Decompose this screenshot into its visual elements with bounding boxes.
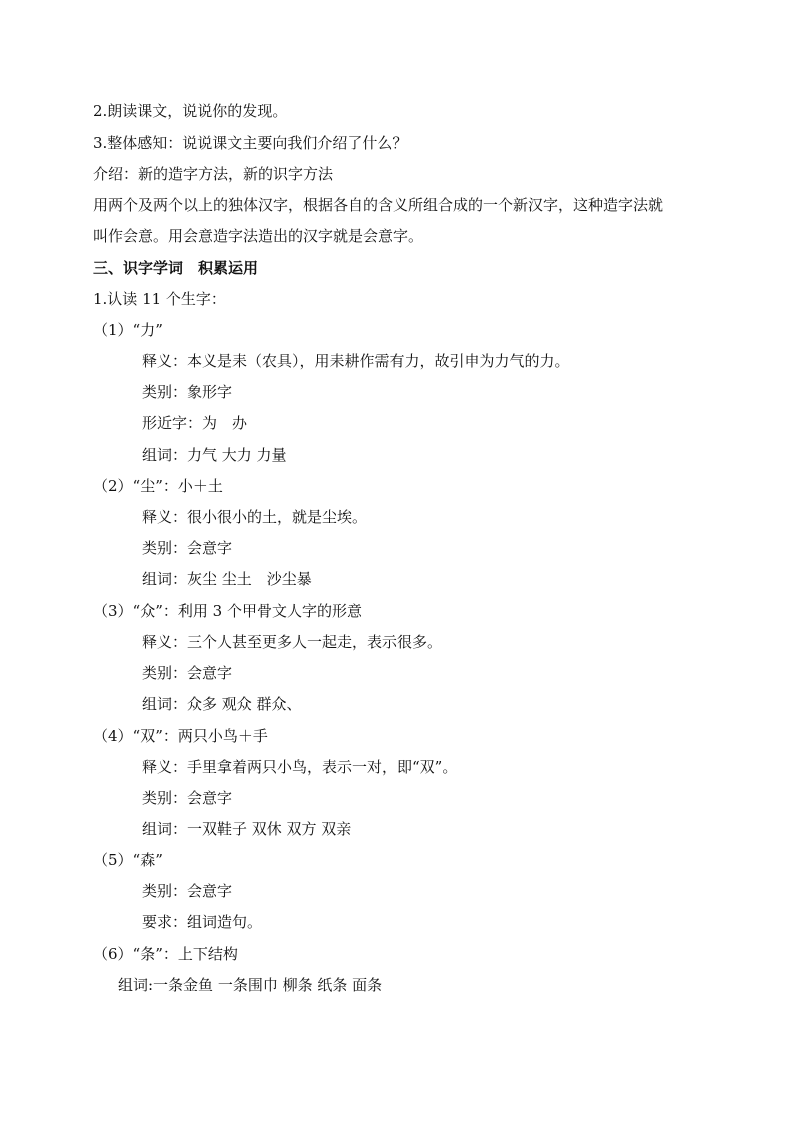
paragraph-read-aloud: 2.朗读课文，说说你的发现。 bbox=[93, 102, 288, 120]
char-sen-requirement: 要求：组词造句。 bbox=[142, 913, 263, 931]
char-tiao-words: 组词:一条金鱼 一条围巾 柳条 纸条 面条 bbox=[118, 976, 383, 994]
char-li-words: 组词：力气 大力 力量 bbox=[142, 446, 287, 464]
char-shuang-meaning: 释义：手里拿着两只小鸟，表示一对，即“双”。 bbox=[142, 758, 458, 776]
paragraph-definition-line-1: 用两个及两个以上的独体汉字，根据各自的含义所组合成的一个新汉字，这种造字法就 bbox=[93, 196, 664, 214]
char-title-chen: （2）“尘”：小＋土 bbox=[93, 477, 223, 495]
char-title-li: （1）“力” bbox=[93, 321, 163, 339]
char-chen-words: 组词：灰尘 尘土 沙尘暴 bbox=[142, 570, 312, 588]
paragraph-overall-perception: 3.整体感知：说说课文主要向我们介绍了什么？ bbox=[93, 134, 408, 152]
item-read-characters: 1.认读 11 个生字： bbox=[93, 290, 226, 308]
char-title-zhong: （3）“众”：利用 3 个甲骨文人字的形意 bbox=[93, 602, 362, 620]
char-shuang-category: 类别：会意字 bbox=[142, 789, 233, 807]
char-zhong-meaning: 释义：三个人甚至更多人一起走，表示很多。 bbox=[142, 633, 443, 651]
char-sen-category: 类别：会意字 bbox=[142, 882, 233, 900]
char-zhong-category: 类别：会意字 bbox=[142, 664, 233, 682]
char-li-meaning: 释义：本义是耒（农具），用耒耕作需有力，故引申为力气的力。 bbox=[142, 352, 570, 370]
char-title-tiao: （6）“条”：上下结构 bbox=[93, 945, 238, 963]
char-chen-meaning: 释义：很小很小的土，就是尘埃。 bbox=[142, 508, 368, 526]
char-li-similar: 形近字：为 办 bbox=[142, 414, 248, 432]
paragraph-definition-line-2: 叫作会意。用会意造字法造出的汉字就是会意字。 bbox=[93, 227, 424, 245]
char-title-sen: （5）“森” bbox=[93, 851, 163, 869]
paragraph-introduction: 介绍：新的造字方法，新的识字方法 bbox=[93, 165, 334, 183]
char-chen-category: 类别：会意字 bbox=[142, 539, 233, 557]
char-li-category: 类别：象形字 bbox=[142, 383, 233, 401]
char-zhong-words: 组词：众多 观众 群众、 bbox=[142, 695, 302, 713]
section-heading: 三、识字学词 积累运用 bbox=[93, 259, 259, 277]
char-shuang-words: 组词：一双鞋子 双休 双方 双亲 bbox=[142, 820, 352, 838]
char-title-shuang: （4）“双”：两只小鸟＋手 bbox=[93, 727, 268, 745]
